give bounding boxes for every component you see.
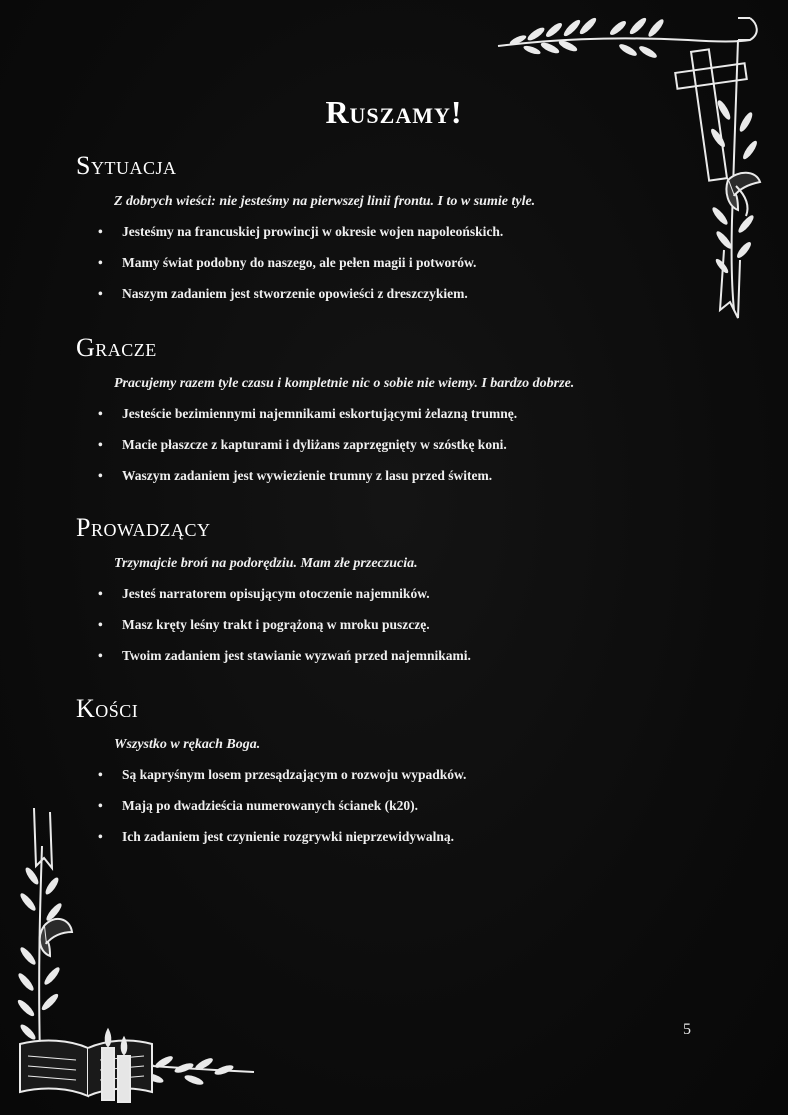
list-item-text: Mają po dwadzieścia numerowanych ścianek (k20). (122, 798, 419, 813)
list-item-text: Ich zadaniem jest czynienie rozgrywki nieprzewidywalną. (122, 829, 454, 844)
section-quote: Pracujemy razem tyle czasu i kompletnie nic o sobie nie wiemy. I bardzo dobrze. (114, 376, 575, 391)
section-heading: Prowadzący (76, 513, 211, 542)
bullet-icon: • (98, 767, 103, 782)
bullet-icon: • (98, 224, 103, 239)
bullet-icon: • (98, 617, 103, 632)
bullet-icon: • (98, 406, 103, 421)
list-item-text: Jesteś narratorem opisującym otoczenie najemników. (122, 586, 430, 601)
list-item-text: Waszym zadaniem jest wywiezienie trumny z lasu przed świtem. (122, 468, 493, 483)
section-prowadzacy (76, 513, 696, 678)
bullet-icon: • (98, 468, 103, 483)
list-item-text: Masz kręty leśny trakt i pogrążoną w mroku puszczę. (122, 617, 430, 632)
section-heading: Kości (76, 694, 139, 723)
list-item (76, 467, 696, 498)
section-kosci (76, 694, 696, 859)
section-gracze (76, 333, 696, 498)
bullet-icon: • (98, 798, 103, 813)
section-heading: Gracze (76, 333, 157, 362)
bullet-icon: • (98, 286, 103, 301)
page-title: Ruszamy! (325, 94, 463, 130)
list-item (76, 647, 696, 678)
bullet-icon: • (98, 255, 103, 270)
list-item-text: Naszym zadaniem jest stworzenie opowieści z dreszczykiem. (122, 286, 468, 301)
bullet-icon: • (98, 586, 103, 601)
list-item (76, 223, 696, 254)
list-item-text: Mamy świat podobny do naszego, ale pełen magii i potworów. (122, 255, 477, 270)
list-item (76, 797, 696, 828)
section-quote: Wszystko w rękach Boga. (114, 737, 261, 752)
page-number: 5 (683, 1021, 691, 1038)
list-item-text: Macie płaszcze z kapturami i dyliżans zaprzęgnięty w szóstkę koni. (122, 437, 507, 452)
list-item (76, 585, 696, 616)
section-quote: Z dobrych wieści: nie jesteśmy na pierwszej linii frontu. I to w sumie tyle. (114, 194, 536, 209)
list-item (76, 616, 696, 647)
bullet-icon: • (98, 829, 103, 844)
list-item (76, 766, 696, 797)
section-heading: Sytuacja (76, 151, 177, 180)
bullet-list (76, 223, 696, 316)
bullet-list (76, 405, 696, 498)
list-item (76, 828, 696, 859)
list-item (76, 254, 696, 285)
list-item-text: Są kapryśnym losem przesądzającym o rozwoju wypadków. (122, 767, 467, 782)
bullet-list (76, 766, 696, 859)
list-item (76, 405, 696, 436)
list-item-text: Twoim zadaniem jest stawianie wyzwań przed najemnikami. (122, 648, 471, 663)
list-item-text: Jesteście bezimiennymi najemnikami eskortującymi żelazną trumnę. (122, 406, 518, 421)
list-item-text: Jesteśmy na francuskiej prowincji w okresie wojen napoleońskich. (122, 224, 504, 239)
bullet-icon: • (98, 437, 103, 452)
bullet-icon: • (98, 648, 103, 663)
list-item (76, 285, 696, 316)
section-quote: Trzymajcie broń na podorędziu. Mam złe przeczucia. (114, 556, 418, 571)
bullet-list (76, 585, 696, 678)
list-item (76, 436, 696, 467)
section-sytuacja (76, 151, 696, 316)
